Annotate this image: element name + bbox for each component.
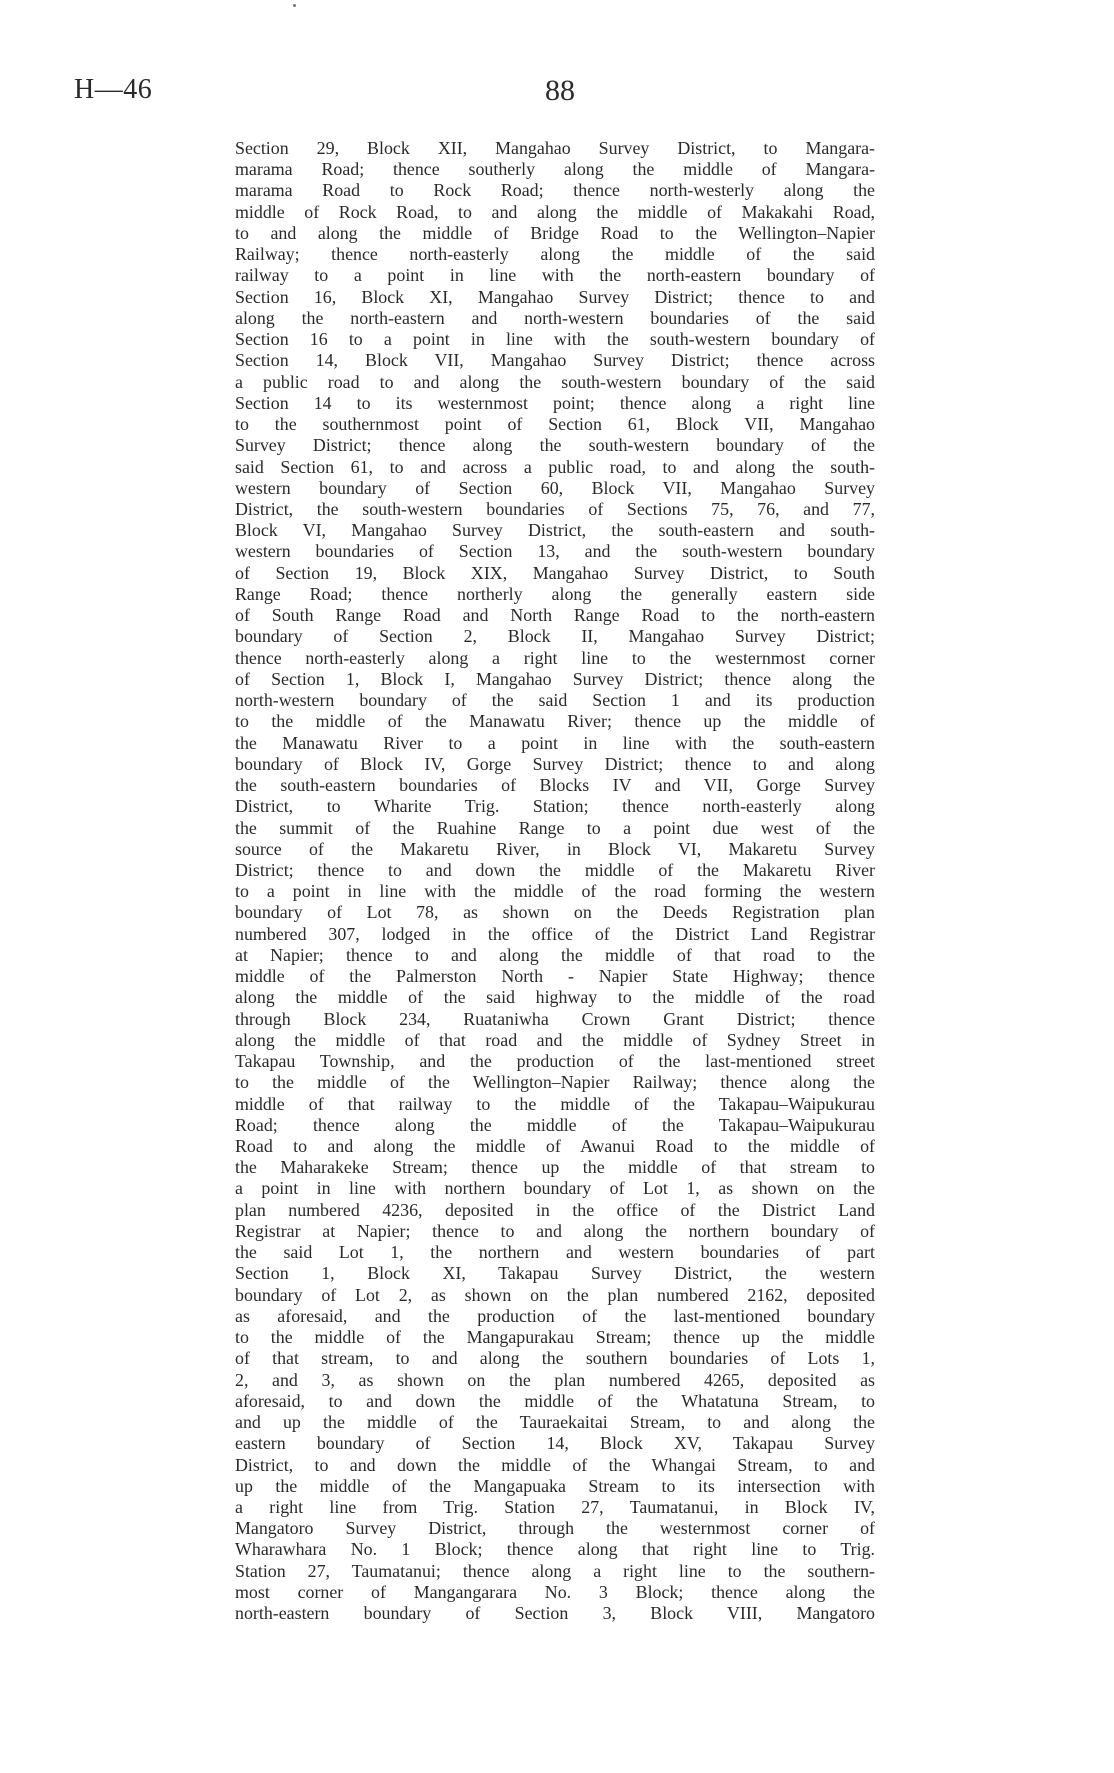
text-line: Block VI, Mangahao Survey District, the south-eastern and south- — [235, 520, 875, 541]
text-line: District, to and down the middle of the Whangai Stream, to and — [235, 1454, 875, 1475]
text-line: to the middle of the Manawatu River; thence up the middle of — [235, 711, 875, 732]
scan-speck — [293, 4, 296, 7]
text-line: along the middle of the said highway to the middle of the road — [235, 987, 875, 1008]
text-line: Mangatoro Survey District, through the westernmost corner of — [235, 1518, 875, 1539]
text-line: numbered 307, lodged in the office of the District Land Registrar — [235, 923, 875, 944]
text-line: the summit of the Ruahine Range to a point due west of the — [235, 817, 875, 838]
text-line: of that stream, to and along the southern boundaries of Lots 1, — [235, 1348, 875, 1369]
text-line: Road; thence along the middle of the Takapau–Waipukurau — [235, 1114, 875, 1135]
text-line: Road to and along the middle of Awanui Road to the middle of — [235, 1136, 875, 1157]
text-line: of Section 19, Block XIX, Mangahao Survey District, to South — [235, 562, 875, 583]
text-line: north-eastern boundary of Section 3, Block VIII, Mangatoro — [235, 1603, 875, 1624]
text-line: District, to Wharite Trig. Station; thence north-easterly along — [235, 796, 875, 817]
text-line: to the middle of the Wellington–Napier Railway; thence along the — [235, 1072, 875, 1093]
text-line: boundary of Lot 78, as shown on the Deeds Registration plan — [235, 902, 875, 923]
text-line: Section 14 to its westernmost point; thence along a right line — [235, 392, 875, 413]
text-line: Survey District; thence along the south-western boundary of the — [235, 435, 875, 456]
text-line: of Section 1, Block I, Mangahao Survey District; thence along the — [235, 668, 875, 689]
text-line: District, the south-western boundaries of Sections 75, 76, and 77, — [235, 498, 875, 519]
text-line: a right line from Trig. Station 27, Taumatanui, in Block IV, — [235, 1497, 875, 1517]
text-line: western boundaries of Section 13, and the south-western boundary — [235, 541, 875, 562]
text-line: of South Range Road and North Range Road to the north-eastern — [235, 605, 875, 626]
text-line: said Section 61, to and across a public road, to and along the south- — [235, 456, 875, 477]
text-line: boundary of Block IV, Gorge Survey District; thence to and along — [235, 753, 875, 774]
document-reference: H—46 — [74, 74, 153, 105]
body-paragraph — [235, 138, 875, 1624]
text-line: Takapau Township, and the production of the last-mentioned street — [235, 1051, 875, 1072]
text-line: most corner of Mangangarara No. 3 Block; thence along the — [235, 1581, 875, 1602]
text-line: source of the Makaretu River, in Block VI, Makaretu Survey — [235, 838, 875, 859]
text-line: 2, and 3, as shown on the plan numbered 4265, deposited as — [235, 1369, 875, 1390]
text-line: Section 16, Block XI, Mangahao Survey District; thence to and — [235, 286, 875, 307]
text-line: Range Road; thence northerly along the generally eastern side — [235, 583, 875, 604]
text-line: to the middle of the Mangapurakau Stream; thence up the middle — [235, 1327, 875, 1348]
text-line: middle of that railway to the middle of the Takapau–Waipukurau — [235, 1093, 875, 1114]
text-line: aforesaid, to and down the middle of the Whatatuna Stream, to — [235, 1390, 875, 1411]
text-line: eastern boundary of Section 14, Block XV, Takapau Survey — [235, 1433, 875, 1454]
text-line: Section 1, Block XI, Takapau Survey District, the western — [235, 1263, 875, 1284]
text-line: Station 27, Taumatanui; thence along a right line to the southern- — [235, 1560, 875, 1581]
text-line: railway to a point in line with the north-eastern boundary of — [235, 265, 875, 286]
text-line: to a point in line with the middle of the road forming the western — [235, 881, 875, 902]
text-line: the Manawatu River to a point in line with the south-eastern — [235, 732, 875, 753]
text-line: marama Road to Rock Road; thence north-westerly along the — [235, 180, 875, 201]
text-line: and up the middle of the Tauraekaitai Stream, to and along the — [235, 1412, 875, 1433]
text-line: Wharawhara No. 1 Block; thence along that right line to Trig. — [235, 1539, 875, 1560]
text-line: the Maharakeke Stream; thence up the middle of that stream to — [235, 1157, 875, 1178]
text-line: middle of the Palmerston North - Napier State Highway; thence — [235, 966, 875, 987]
text-line: to the southernmost point of Section 61, Block VII, Mangahao — [235, 414, 875, 435]
text-line: Section 29, Block XII, Mangahao Survey District, to Mangara- — [235, 138, 875, 158]
text-line: along the middle of that road and the middle of Sydney Street in — [235, 1029, 875, 1050]
text-line: thence north-easterly along a right line to the westernmost corner — [235, 647, 875, 668]
text-line: boundary of Lot 2, as shown on the plan numbered 2162, deposited — [235, 1284, 875, 1305]
text-line: western boundary of Section 60, Block VII, Mangahao Survey — [235, 477, 875, 498]
text-line: marama Road; thence southerly along the middle of Mangara- — [235, 159, 875, 180]
text-line: boundary of Section 2, Block II, Mangahao Survey District; — [235, 626, 875, 647]
text-line: Railway; thence north-easterly along the middle of the said — [235, 244, 875, 265]
text-line: Section 16 to a point in line with the south-western boundary of — [235, 329, 875, 350]
text-line: middle of Rock Road, to and along the middle of Makakahi Road, — [235, 201, 875, 222]
text-line: up the middle of the Mangapuaka Stream to its intersection with — [235, 1475, 875, 1496]
text-line: north-western boundary of the said Section 1 and its production — [235, 690, 875, 711]
text-line: along the north-eastern and north-western boundaries of the said — [235, 307, 875, 328]
text-line: plan numbered 4236, deposited in the office of the District Land — [235, 1199, 875, 1220]
text-line: at Napier; thence to and along the middle of that road to the — [235, 944, 875, 965]
text-line: the said Lot 1, the northern and western boundaries of part — [235, 1242, 875, 1263]
text-line: the south-eastern boundaries of Blocks IV and VII, Gorge Survey — [235, 775, 875, 796]
text-line: a point in line with northern boundary of Lot 1, as shown on the — [235, 1178, 875, 1199]
page-number: 88 — [545, 74, 575, 107]
text-line: Registrar at Napier; thence to and along the northern boundary of — [235, 1220, 875, 1241]
text-line: to and along the middle of Bridge Road to the Wellington–Napier — [235, 222, 875, 243]
text-line: Section 14, Block VII, Mangahao Survey District; thence across — [235, 350, 875, 371]
text-line: as aforesaid, and the production of the last-mentioned boundary — [235, 1305, 875, 1326]
text-line: through Block 234, Ruataniwha Crown Grant District; thence — [235, 1008, 875, 1029]
text-line: District; thence to and down the middle of the Makaretu River — [235, 859, 875, 880]
text-line: a public road to and along the south-western boundary of the said — [235, 371, 875, 392]
